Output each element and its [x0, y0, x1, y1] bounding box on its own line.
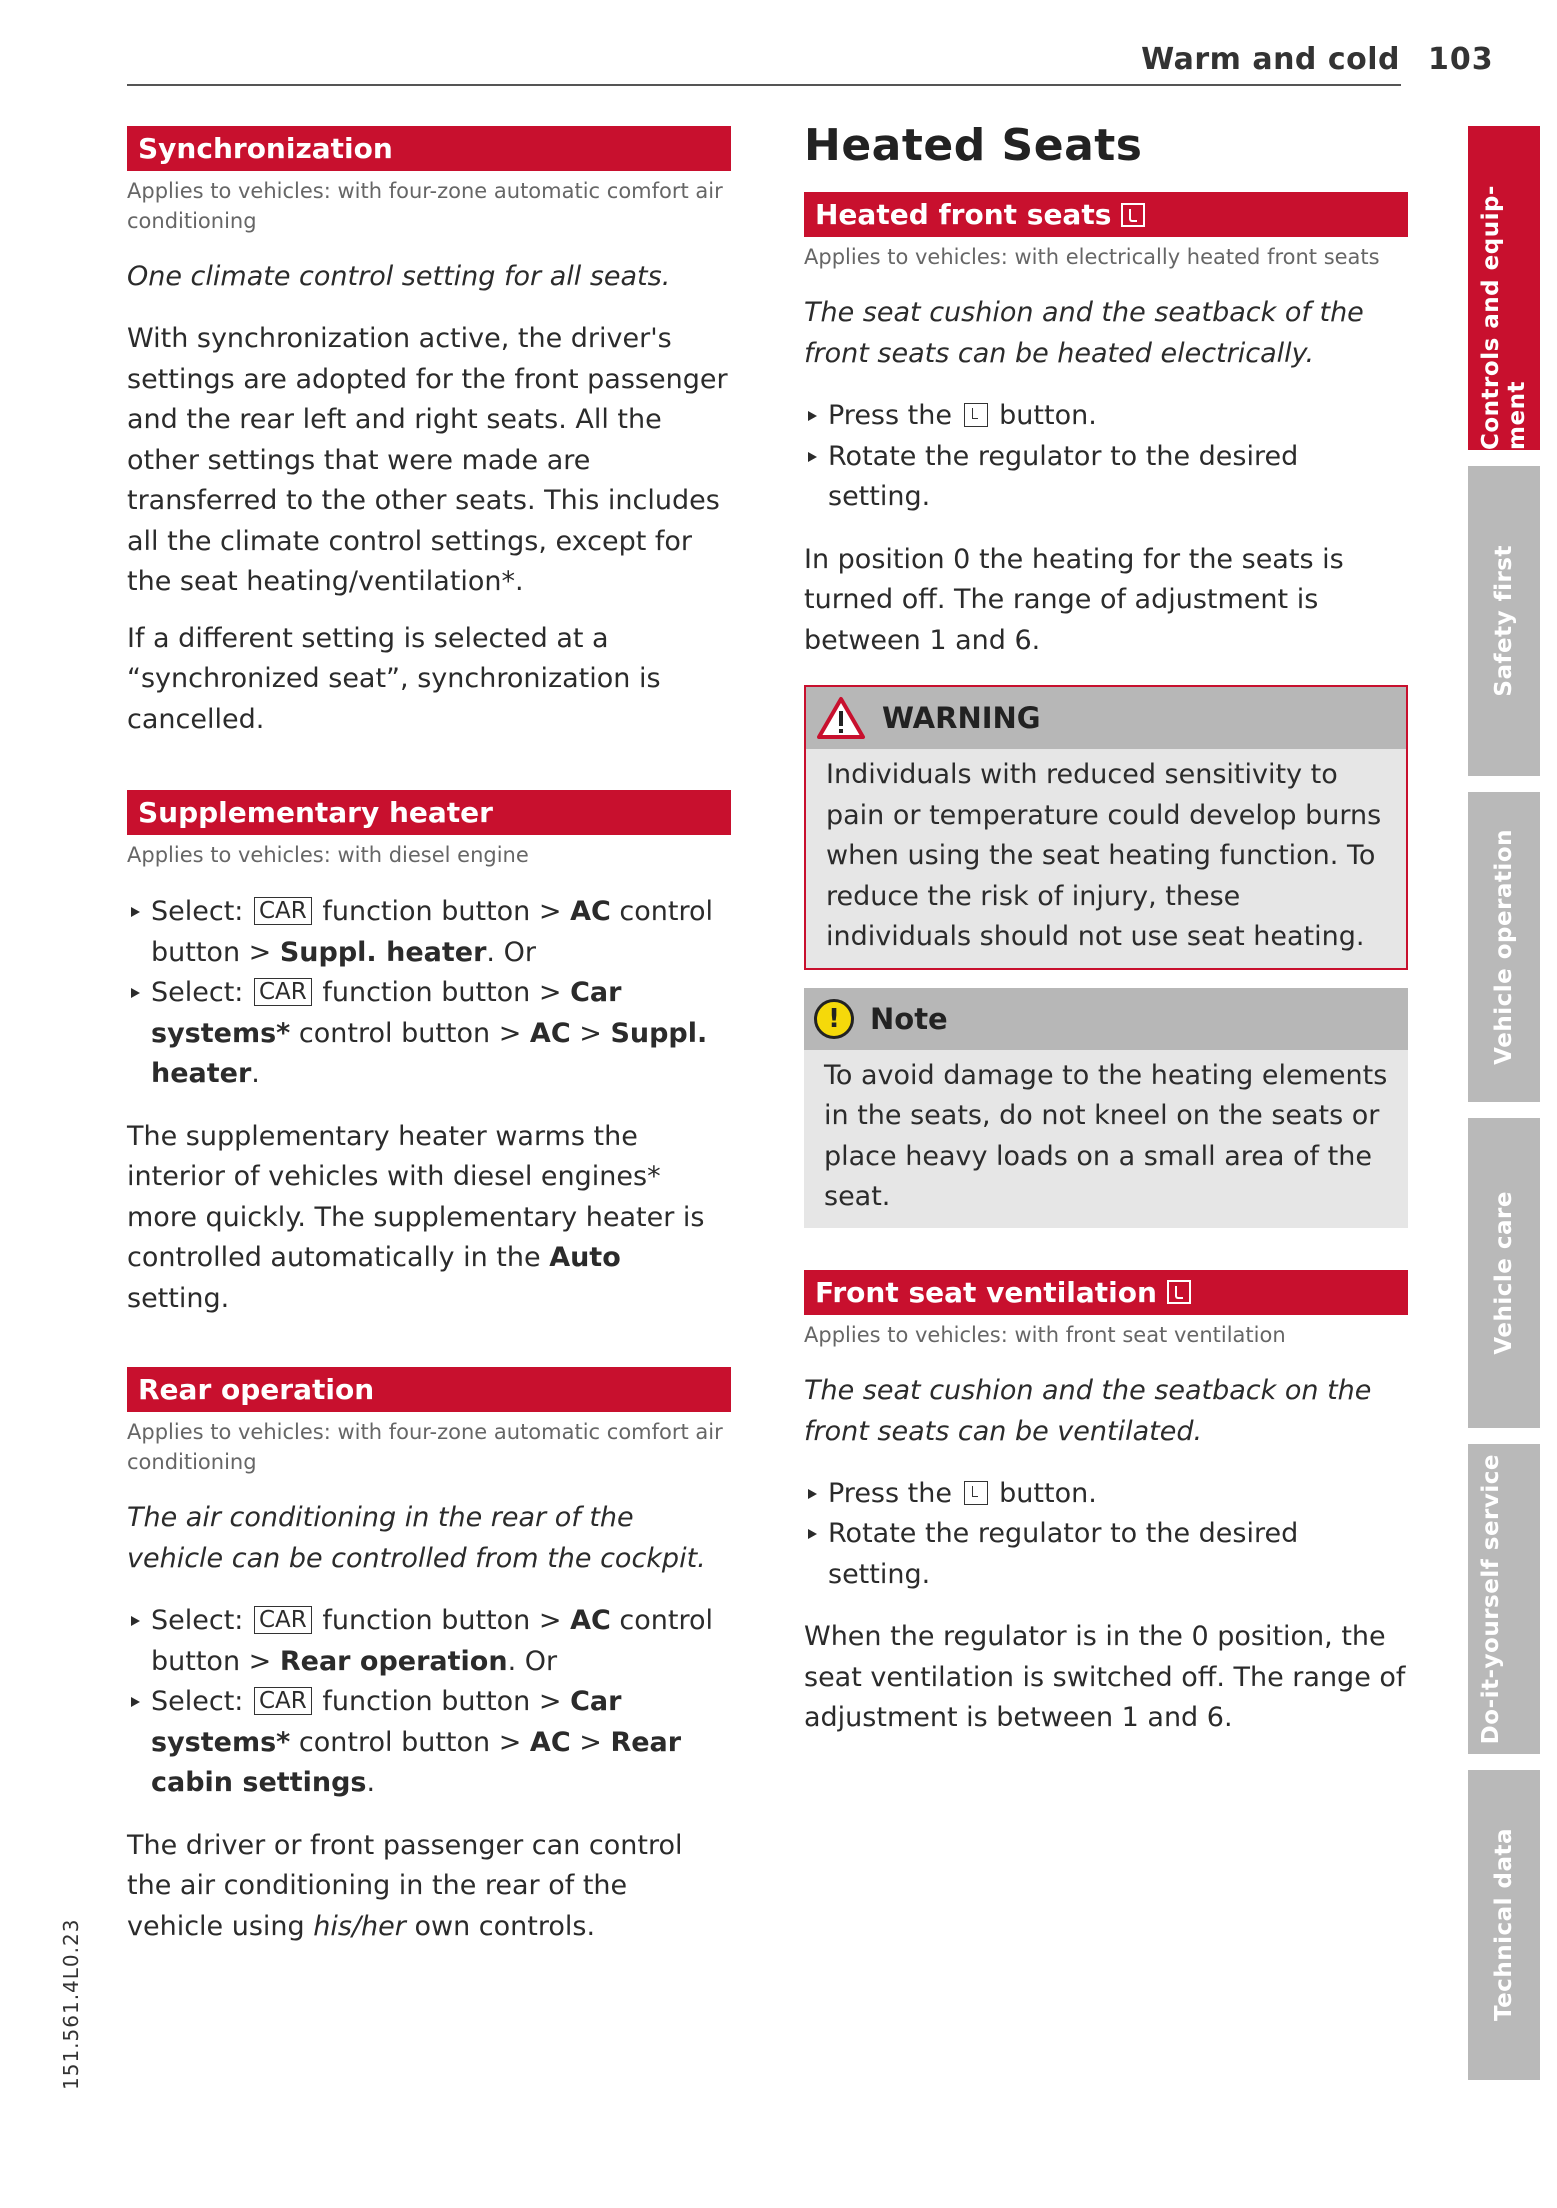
document-id: 151.561.4L0.23	[59, 1918, 83, 2090]
control-button-label: control button	[151, 896, 713, 968]
warning-label: WARNING	[882, 701, 1041, 735]
side-tab-vehicle-care[interactable]	[1468, 1118, 1540, 1428]
side-tab-label: Technical data	[1491, 1828, 1517, 2022]
ac-label: AC	[570, 1605, 611, 1636]
note-box	[804, 988, 1408, 1228]
function-button-label: function button	[322, 977, 531, 1008]
running-header-title: Warm and cold	[1141, 42, 1400, 77]
section-front-seat-ventilation	[804, 1270, 1408, 1739]
side-tab-technical-data[interactable]	[1468, 1770, 1540, 2080]
control-button-label: control button	[298, 1726, 491, 1758]
rear-operation-paragraph	[127, 1826, 731, 1948]
synchronization-paragraph-1: With synchronization active, the driver's settings are adopted for the front passenger and the rear left and right seats. All the other settings that were made are transferred to the other seats. This includes all the climate control settings, except for the seat heating/ventilation*.	[127, 323, 728, 597]
heated-front-seats-heading-text: Heated front seats	[815, 198, 1112, 231]
button-label: button.	[999, 1477, 1097, 1509]
auto-label: Auto	[549, 1242, 621, 1273]
rear-cabin-settings-label: Rear cabin settings	[151, 1726, 682, 1798]
rear-text-a: The driver or front passenger can control the air conditioning in the rear of the vehicle using	[127, 1829, 683, 1942]
car-key: CAR	[254, 978, 312, 1006]
heated-front-seats-steps	[804, 396, 1408, 518]
control-button-label: control button	[151, 1605, 713, 1677]
supp-text-b: setting.	[127, 1282, 230, 1314]
synchronization-heading-text: Synchronization	[138, 132, 393, 165]
synchronization-paragraph-2: If a different setting is selected at a “synchronized seat”, synchronization is cancelled.	[127, 622, 661, 735]
heated-step-1	[804, 396, 1408, 437]
heated-front-seats-applies: Applies to vehicles: with electrically heated front seats	[804, 245, 1380, 269]
select-label: Select:	[151, 896, 244, 927]
supplementary-heater-applies: Applies to vehicles: with diesel engine	[127, 843, 529, 867]
section-heated-front-seats	[804, 192, 1408, 661]
rear-step-1: Select: CAR function button > AC control button > Rear operation. Or	[127, 1601, 731, 1682]
side-tab-safety-first[interactable]	[1468, 466, 1540, 776]
function-button-label: function button	[322, 1605, 531, 1636]
rear-text-b: own controls.	[414, 1910, 596, 1942]
press-label: Press the	[828, 1477, 952, 1509]
note-label: Note	[870, 1001, 948, 1036]
supplementary-heater-heading-text: Supplementary heater	[138, 796, 493, 829]
control-button-label: control button	[298, 1017, 491, 1049]
supp-text-a: The supplementary heater warms the interior of vehicles with diesel engines* more quickly. The supplementary heater is controlled automatically in the	[127, 1120, 705, 1273]
left-column	[127, 126, 731, 1947]
button-label: button.	[999, 400, 1097, 431]
synchronization-intro: One climate control setting for all seats.	[127, 261, 671, 292]
rear-operation-label: Rear operation	[279, 1645, 508, 1677]
warning-box	[804, 685, 1408, 970]
supplementary-heater-heading	[127, 790, 731, 835]
car-key: CAR	[254, 897, 312, 925]
rear-operation-steps	[127, 1601, 731, 1804]
rear-operation-intro: The air conditioning in the rear of the vehicle can be controlled from the cockpit.	[127, 1502, 706, 1574]
page-number: 103	[1428, 42, 1494, 77]
warning-text: Individuals with reduced sensitivity to pain or temperature could develop burns when using the seat heating function. To reduce the risk of injury, these individuals should not use seat heating.	[826, 759, 1382, 952]
function-button-label: function button	[322, 896, 531, 927]
side-tab-do-it-yourself[interactable]	[1468, 1444, 1540, 1754]
select-label: Select:	[151, 977, 244, 1008]
rear-text-italic: his/her	[313, 1910, 406, 1942]
rear-operation-heading-text: Rear operation	[138, 1373, 375, 1406]
vent-step-2: Rotate the regulator to the desired setting.	[804, 1514, 1408, 1595]
side-tab-label: Vehicle operation	[1491, 829, 1517, 1065]
press-label: Press the	[828, 400, 952, 431]
heated-front-seats-heading	[804, 192, 1408, 237]
synchronization-heading	[127, 126, 731, 171]
side-tab-label: Controls and equip- ment	[1478, 185, 1530, 450]
side-tab-label: Safety first	[1491, 545, 1517, 697]
side-tab-controls[interactable]	[1468, 126, 1540, 450]
supplementary-heater-steps	[127, 892, 731, 1095]
car-systems-label: Car systems*	[151, 1686, 622, 1758]
rear-operation-heading	[127, 1367, 731, 1412]
rear-operation-applies: Applies to vehicles: with four-zone automatic comfort air conditioning	[127, 1420, 723, 1474]
rear-step-2: Select: CAR function button > Car systems* control button > AC > Rear cabin settings.	[127, 1682, 731, 1804]
or-label: Or	[503, 936, 536, 968]
synchronization-applies: Applies to vehicles: with four-zone automatic comfort air conditioning	[127, 179, 723, 233]
ac-label: AC	[529, 1726, 571, 1758]
front-seat-ventilation-applies: Applies to vehicles: with front seat ventilation	[804, 1322, 1286, 1347]
supplementary-step-1: Select: CAR function button > AC control button > Suppl. heater. Or	[127, 892, 731, 973]
warning-triangle-icon	[816, 696, 866, 740]
front-seat-ventilation-intro: The seat cushion and the seatback on the front seats can be ventilated.	[804, 1374, 1372, 1447]
front-seat-ventilation-heading-text: Front seat ventilation	[815, 1275, 1157, 1309]
side-tab-label: Do-it-yourself service	[1478, 1453, 1504, 1745]
select-label: Select:	[151, 1605, 244, 1636]
section-rear-operation	[127, 1367, 731, 1947]
front-seat-ventilation-steps	[804, 1474, 1408, 1596]
seat-heating-button-icon	[964, 403, 988, 427]
ac-label: AC	[570, 896, 611, 927]
car-systems-label: Car systems*	[151, 977, 622, 1049]
seat-ventilation-button-icon	[964, 1481, 988, 1505]
supplementary-heater-paragraph	[127, 1117, 731, 1320]
heated-front-seats-intro: The seat cushion and the seatback of the front seats can be heated electrically.	[804, 297, 1364, 369]
vent-step-1	[804, 1474, 1408, 1515]
right-column	[804, 118, 1408, 1739]
front-seat-ventilation-paragraph: When the regulator is in the 0 position, the seat ventilation is switched off. The range of adjustment is between 1 and 6.	[804, 1621, 1406, 1733]
header-rule	[127, 84, 1401, 86]
side-tab-label: Vehicle care	[1491, 1191, 1517, 1355]
supplementary-step-2: Select: CAR function button > Car systems* control button > AC > Suppl. heater.	[127, 973, 731, 1095]
side-tab-vehicle-operation[interactable]	[1468, 792, 1540, 1102]
note-text: To avoid damage to the heating elements in the seats, do not kneel on the seats or place heavy loads on a small area of the seat.	[824, 1059, 1388, 1212]
seat-heating-icon	[1121, 203, 1145, 227]
section-synchronization	[127, 126, 731, 740]
heated-front-seats-paragraph: In position 0 the heating for the seats is turned off. The range of adjustment is between 1 and 6.	[804, 543, 1344, 656]
or-label: Or	[524, 1645, 558, 1677]
heated-step-2: Rotate the regulator to the desired setting.	[804, 437, 1408, 518]
function-button-label: function button	[322, 1686, 531, 1717]
car-key: CAR	[254, 1606, 312, 1634]
note-header	[804, 988, 1408, 1050]
suppl-heater-label: Suppl. heater	[151, 1017, 708, 1089]
ac-label: AC	[529, 1017, 571, 1049]
exclamation-circle-icon: !	[814, 999, 854, 1039]
heated-seats-title: Heated Seats	[804, 120, 1143, 171]
select-label: Select:	[151, 1686, 244, 1717]
warning-header	[806, 687, 1406, 749]
section-supplementary-heater	[127, 790, 731, 1319]
suppl-heater-label: Suppl. heater	[279, 936, 487, 968]
front-seat-ventilation-heading	[804, 1270, 1408, 1315]
car-key: CAR	[254, 1687, 312, 1715]
seat-ventilation-icon	[1167, 1280, 1191, 1304]
